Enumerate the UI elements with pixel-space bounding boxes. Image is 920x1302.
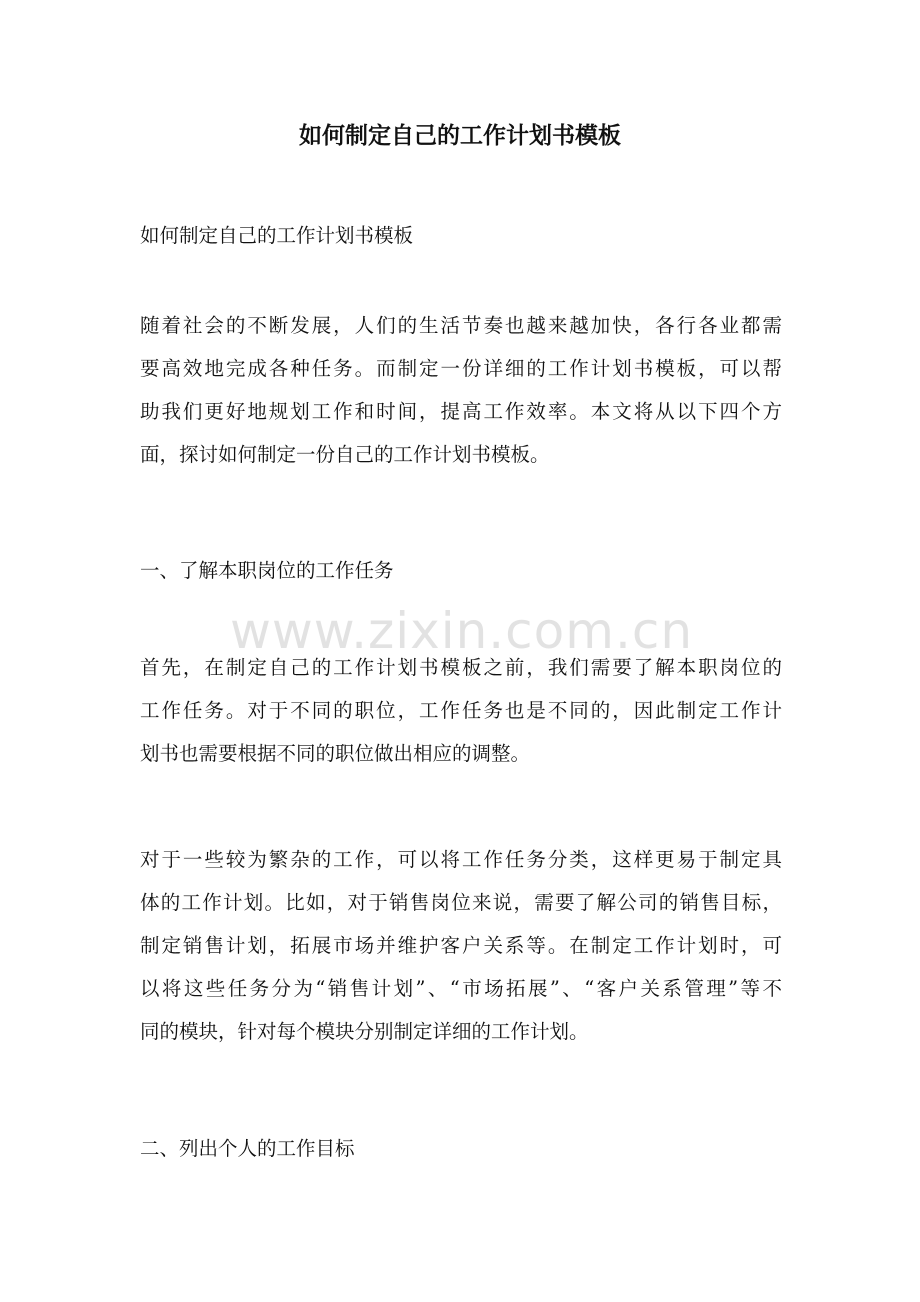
intro-line: 要高效地完成各种任务。而制定一份详细的工作计划书模板，可以帮 — [140, 357, 782, 380]
paragraph-line: 制定销售计划，拓展市场并维护客户关系等。在制定工作计划时，可 — [140, 934, 782, 957]
subtitle-text: 如何制定自己的工作计划书模板 — [140, 224, 414, 247]
intro-line: 随着社会的不断发展，人们的生活节奏也越来越加快，各行各业都需 — [140, 314, 782, 337]
paragraph-line: 以将这些任务分为“销售计划”、“市场拓展”、“客户关系管理”等不 — [140, 977, 782, 1000]
section2-heading — [140, 1127, 782, 1170]
section1-heading-text: 一、了解本职岗位的工作任务 — [140, 559, 394, 582]
section1-heading — [140, 549, 782, 592]
document-subtitle — [140, 214, 782, 257]
intro-line: 面，探讨如何制定一份自己的工作计划书模板。 — [140, 443, 550, 466]
paragraph-line: 首先，在制定自己的工作计划书模板之前，我们需要了解本职岗位的 — [140, 656, 782, 679]
section2-heading-text: 二、列出个人的工作目标 — [140, 1137, 355, 1160]
paragraph-line: 同的模块，针对每个模块分别制定详细的工作计划。 — [140, 1020, 589, 1043]
paragraph-line: 工作任务。对于不同的职位，工作任务也是不同的，因此制定工作计 — [140, 699, 782, 722]
section1-paragraph-2 — [140, 838, 782, 1053]
watermark: www.zixin.com.cn — [230, 602, 694, 660]
paragraph-line: 体的工作计划。比如，对于销售岗位来说，需要了解公司的销售目标， — [140, 891, 782, 914]
intro-line: 助我们更好地规划工作和时间，提高工作效率。本文将从以下四个方 — [140, 400, 782, 423]
intro-paragraph — [140, 304, 782, 476]
paragraph-line: 对于一些较为繁杂的工作，可以将工作任务分类，这样更易于制定具 — [140, 848, 782, 871]
section1-paragraph-1 — [140, 646, 782, 775]
paragraph-line: 划书也需要根据不同的职位做出相应的调整。 — [140, 742, 531, 765]
document-title: 如何制定自己的工作计划书模板 — [299, 122, 621, 149]
